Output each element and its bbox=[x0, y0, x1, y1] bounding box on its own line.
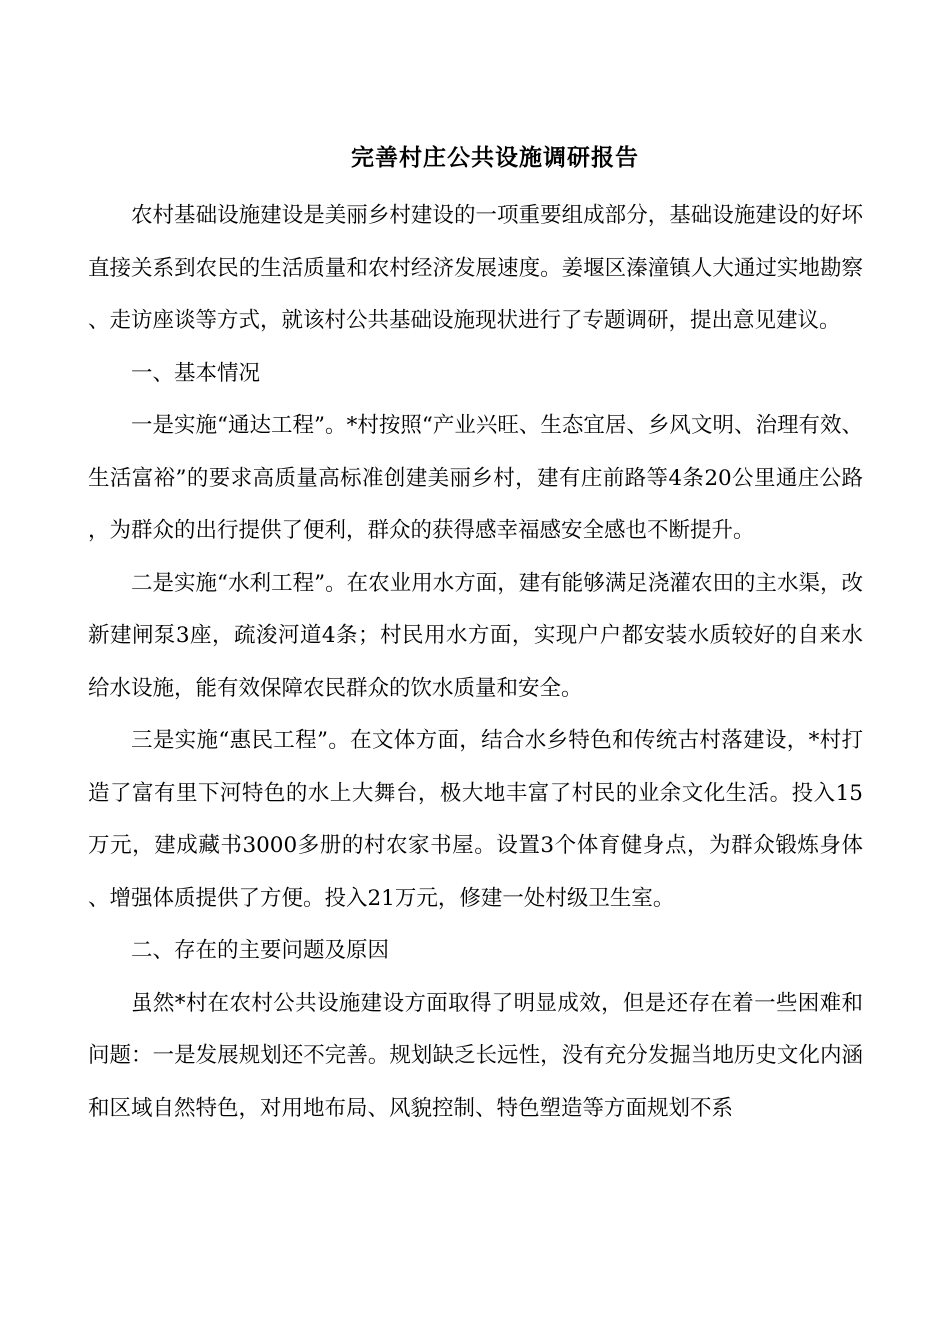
document-title: 完善村庄公共设施调研报告 bbox=[351, 144, 639, 171]
section-heading-problems: 二、存在的主要问题及原因 bbox=[131, 938, 390, 963]
paragraph-intro: 农村基础设施建设是美丽乡村建设的一项重要组成部分，基础设施建设的好坏直接关系到农民的生活质量和农村经济发展速度。姜堰区溱潼镇人大通过实地勘察、走访座谈等方式，就该村公共基础设施现状进行了专题调研，提出意见建议。 bbox=[88, 203, 863, 333]
paragraph-problems: 虽然*村在农村公共设施建设方面取得了明显成效，但是还存在着一些困难和问题：一是发展规划还不完善。规划缺乏长远性，没有充分发掘当地历史文化内涵和区域自然特色，对用地布局、风貌控制、特色塑造等方面规划不系 bbox=[88, 990, 863, 1121]
paragraph-water-project: 二是实施“水利工程”。在农业用水方面，建有能够满足浇灌农田的主水渠，改新建闸泵3座，疏浚河道4条；村民用水方面，实现户户都安装水质较好的自来水给水设施，能有效保障农民群众的饮水质量和安全。 bbox=[88, 570, 863, 701]
document-body bbox=[88, 190, 863, 1135]
section-heading-basic-situation: 一、基本情况 bbox=[131, 360, 261, 386]
paragraph-welfare-project: 三是实施“惠民工程”。在文体方面，结合水乡特色和传统古村落建设，*村打造了富有里下河特色的水上大舞台，极大地丰富了村民的业余文化生活。投入15万元，建成藏书3000多册的村农家书屋。设置3个体育健身点，为群众锻炼身体、增强体质提供了方便。投入21万元，修建一处村级卫生室。 bbox=[88, 728, 863, 911]
paragraph-road-project: 一是实施“通达工程”。*村按照“产业兴旺、生态宜居、乡风文明、治理有效、生活富裕”的要求高质量高标准创建美丽乡村，建有庄前路等4条20公里通庄公路，为群众的出行提供了便利，群众的获得感幸福感安全感也不断提升。 bbox=[88, 413, 863, 543]
